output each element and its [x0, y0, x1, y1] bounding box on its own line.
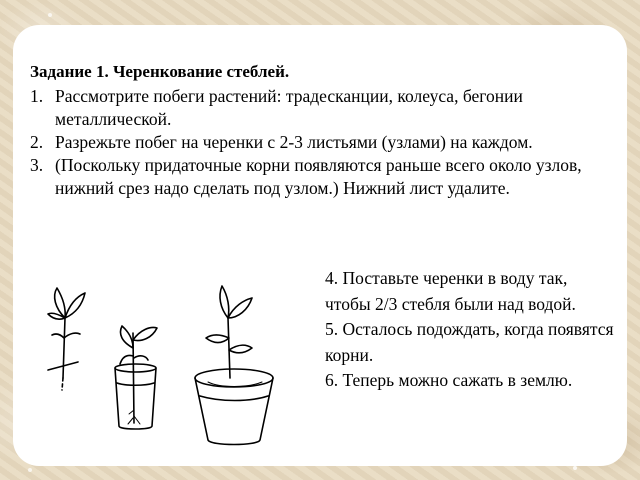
step-item [30, 131, 610, 154]
step-item [30, 85, 610, 131]
step-item [30, 154, 610, 200]
step-text: Разрежьте побег на черенки с 2-3 листьями (узлами) на каждом. [55, 132, 533, 152]
cuttings-illustration [30, 278, 290, 453]
glass-with-cutting-drawing [115, 326, 157, 429]
cutting-stem-drawing [48, 288, 85, 390]
step-text: Рассмотрите побеги растений: традесканции, колеуса, бегонии металлической. [55, 86, 523, 129]
task-title: Задание 1. Черенкование стеблей. [30, 62, 290, 81]
step-5-text: 5. Осталось подождать, когда появятся корни. [325, 319, 614, 365]
step-number: 3. [30, 155, 44, 175]
step-text: (Поскольку придаточные корни появляются раньше всего около узлов, нижний срез надо сделать под узлом.) Нижний лист удалите. [55, 155, 582, 198]
steps-list [30, 85, 610, 200]
step-number: 1. [30, 86, 44, 106]
step-number: 2. [30, 132, 44, 152]
continued-steps [325, 266, 615, 394]
potted-plant-drawing [195, 286, 273, 445]
step-4-text: 4. Поставьте черенки в воду так, чтобы 2/3 стебля были над водой. [325, 268, 576, 314]
step-6-text: 6. Теперь можно сажать в землю. [325, 370, 573, 390]
